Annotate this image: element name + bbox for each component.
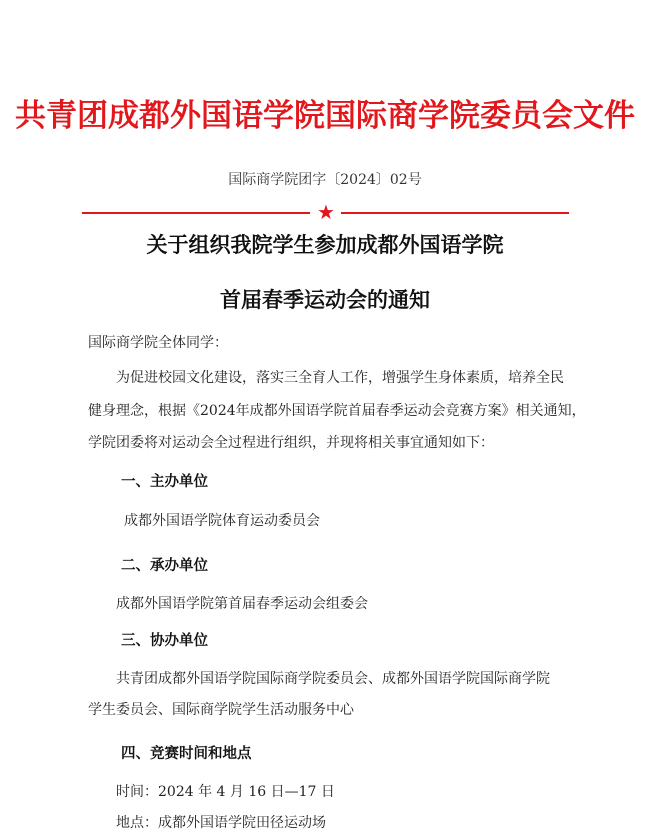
document-number: 国际商学院团字〔2024〕02号 (228, 172, 422, 188)
divider-line-left (82, 212, 310, 214)
star-icon: ★ (317, 200, 335, 224)
section-content-sponsor: 成都外国语学院体育运动委员会 (124, 513, 320, 529)
intro-line-1: 为促进校园文化建设，落实三全育人工作，增强学生身体素质，培养全民 (116, 370, 564, 386)
document-header-title: 共青团成都外国语学院国际商学院委员会文件 (15, 98, 635, 134)
section-content-co-organizer-line-2: 学生委员会、国际商学院学生活动服务中心 (88, 702, 354, 718)
section-heading-co-organizer: 三、协办单位 (121, 633, 208, 649)
section-content-co-organizer-line-1: 共青团成都外国语学院国际商学院委员会、成都外国语学院国际商学院 (116, 671, 550, 687)
section-heading-organizer: 二、承办单位 (121, 558, 208, 574)
intro-line-2: 健身理念，根据《2024年成都外国语学院首届春季运动会竞赛方案》相关通知， (88, 403, 586, 419)
salutation: 国际商学院全体同学： (88, 335, 228, 351)
red-divider (82, 200, 569, 224)
section-heading-time-place: 四、竞赛时间和地点 (121, 746, 252, 762)
divider-line-right (341, 212, 569, 214)
section-heading-sponsor: 一、主办单位 (121, 474, 208, 490)
section-content-organizer: 成都外国语学院第首届春季运动会组委会 (116, 596, 368, 612)
event-time: 时间：2024 年 4 月 16 日—17 日 (116, 784, 335, 800)
notice-title-line-2: 首届春季运动会的通知 (220, 287, 430, 312)
event-place: 地点：成都外国语学院田径运动场 (116, 815, 326, 831)
intro-line-3: 学院团委将对运动会全过程进行组织，并现将相关事宜通知如下： (88, 435, 494, 451)
notice-title-line-1: 关于组织我院学生参加成都外国语学院 (146, 232, 504, 257)
